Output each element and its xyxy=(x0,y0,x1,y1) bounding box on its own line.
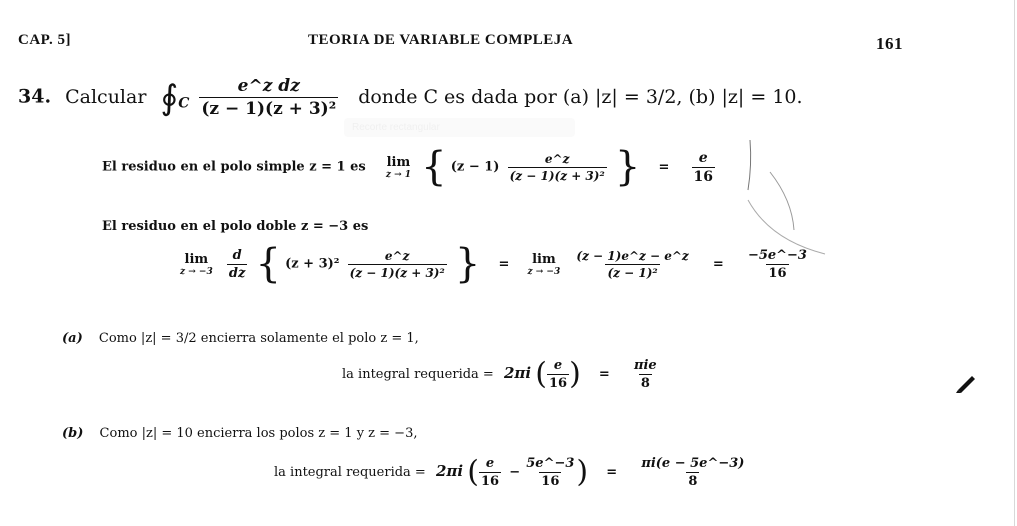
part-a-label: (a) xyxy=(62,331,83,346)
fraction-numerator: 5e^−3 xyxy=(526,456,575,471)
fraction-denominator: 16 xyxy=(693,168,713,185)
part-a-text: Como |z| = 3/2 encierra solamente el polo z = 1, xyxy=(98,331,419,346)
left-brace-icon: { xyxy=(421,144,447,190)
fraction-numerator: d xyxy=(232,247,242,263)
running-title: TEORIA DE VARIABLE COMPLEJA xyxy=(308,32,574,48)
derivative-operator xyxy=(227,248,247,281)
chapter-label: CAP. 5] xyxy=(18,32,71,48)
part-b-equation xyxy=(274,456,750,489)
part-a-equation xyxy=(342,358,663,391)
limit-word: lim xyxy=(184,251,209,267)
problem-number: 34. xyxy=(18,85,52,108)
page-edge xyxy=(1014,0,1015,526)
part-b-line xyxy=(62,426,417,441)
right-paren-icon: ) xyxy=(569,356,581,392)
equals-sign: = xyxy=(498,256,510,272)
part-b-eq-text: la integral requerida = xyxy=(274,465,426,480)
right-brace-icon: } xyxy=(454,241,481,287)
problem-prompt-end: donde C es dada por (a) |z| = 3/2, (b) |z| = 10. xyxy=(358,85,803,108)
fraction-numerator: (z − 1)e^z − e^z xyxy=(576,248,689,263)
limit-word: lim xyxy=(386,154,411,170)
part-b-result xyxy=(639,456,746,489)
part-b-factor: 2πi xyxy=(435,462,464,480)
contour-integral-icon: ∮ xyxy=(160,77,179,118)
part-b-paren-fraction-b xyxy=(524,456,576,489)
limit-subscript: z → −3 xyxy=(180,266,213,277)
equals-sign: = xyxy=(606,465,618,480)
fraction-denominator: 16 xyxy=(480,474,500,489)
limit-word: lim xyxy=(532,251,556,267)
fraction-denominator: (z − 1)² xyxy=(607,265,658,280)
pen-annotation-curves xyxy=(730,130,840,270)
fraction-denominator: 16 xyxy=(768,265,787,281)
fraction-denominator: (z − 1)(z + 3)² xyxy=(349,265,445,280)
fraction-numerator: e xyxy=(485,456,495,471)
equals-sign: = xyxy=(712,256,724,272)
equals-sign: = xyxy=(598,367,610,382)
fraction-numerator: e^z xyxy=(544,151,570,166)
residue-2-formula xyxy=(180,241,813,287)
fraction-numerator: πi(e − 5e^−3) xyxy=(641,456,745,471)
residue-2-prefix: (z + 3)² xyxy=(285,256,340,272)
fraction-denominator: (z − 1)(z + 3)² xyxy=(509,168,605,183)
part-a-factor: 2πi xyxy=(503,364,532,382)
problem-statement xyxy=(18,76,803,119)
page-number: 161 xyxy=(876,34,903,53)
part-a-paren-fraction xyxy=(547,358,569,391)
fraction-denominator: 16 xyxy=(548,376,568,391)
residue-2-fraction xyxy=(348,249,447,280)
right-paren-icon: ) xyxy=(576,454,589,490)
residue-1-limit xyxy=(386,155,411,180)
fraction-denominator: 16 xyxy=(541,474,560,489)
fraction-numerator: e xyxy=(553,358,563,373)
part-b-paren-fraction-a xyxy=(479,456,501,489)
fraction-numerator: e xyxy=(698,149,708,166)
residue-2-mid-limit xyxy=(528,252,561,277)
minus-sign: − xyxy=(509,465,521,480)
pen-cursor-icon[interactable] xyxy=(952,368,980,396)
residue-1-line xyxy=(102,144,719,190)
integrand-numerator: e^z dz xyxy=(237,76,300,96)
left-brace-icon: { xyxy=(255,241,281,287)
part-a-line xyxy=(62,331,419,346)
residue-1-fraction xyxy=(508,152,607,183)
residue-2-mid-fraction xyxy=(574,249,690,280)
residue-2-limit xyxy=(180,252,213,277)
residue-1-result xyxy=(692,150,715,185)
selection-overlay-label: Recorte rectangular xyxy=(344,118,575,137)
fraction-denominator: 8 xyxy=(688,474,698,489)
fraction-denominator: 8 xyxy=(640,376,650,391)
residue-2-text: El residuo en el polo doble z = −3 es xyxy=(102,219,369,234)
fraction-numerator: πie xyxy=(633,358,657,373)
part-b-label: (b) xyxy=(62,426,84,441)
part-a-eq-text: la integral requerida = xyxy=(342,367,494,382)
part-a-result xyxy=(632,358,659,391)
fraction-numerator: −5e^−3 xyxy=(747,247,807,263)
right-brace-icon: } xyxy=(614,144,641,190)
limit-subscript: z → 1 xyxy=(385,169,412,180)
equals-sign: = xyxy=(658,159,670,175)
left-paren-icon: ( xyxy=(467,454,479,490)
limit-subscript: z → −3 xyxy=(527,266,561,277)
residue-1-text: El residuo en el polo simple z = 1 es xyxy=(102,159,366,175)
integrand-denominator: (z − 1)(z + 3)² xyxy=(201,99,337,119)
contour-subscript: C xyxy=(178,95,190,112)
left-paren-icon: ( xyxy=(535,356,547,392)
problem-prompt-start: Calcular xyxy=(65,85,147,108)
integrand-fraction xyxy=(199,76,338,119)
residue-1-prefix: (z − 1) xyxy=(450,159,500,175)
part-b-text: Como |z| = 10 encierra los polos z = 1 y z = −3, xyxy=(99,426,418,441)
fraction-denominator: dz xyxy=(228,265,246,281)
fraction-numerator: e^z xyxy=(384,248,410,263)
